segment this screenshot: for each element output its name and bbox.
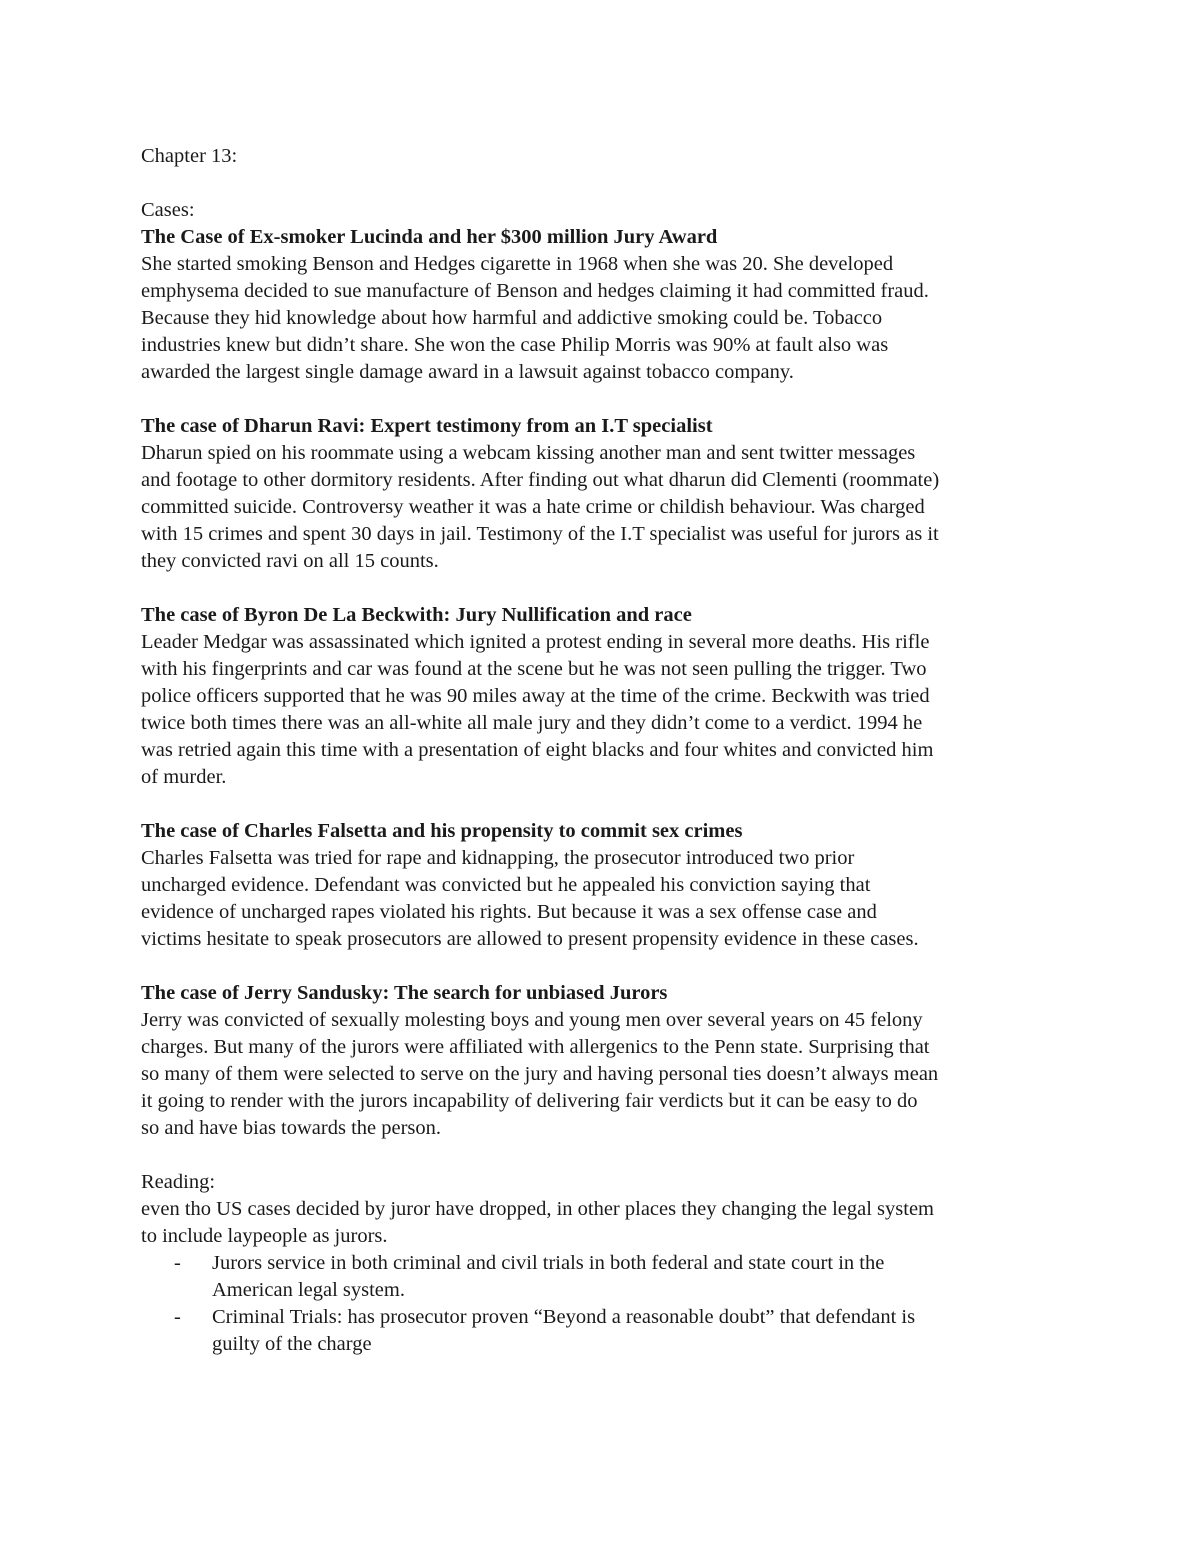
case-body-line: police officers supported that he was 90 miles away at the time of the crime. Beckwith was tried [141,685,930,707]
case-body-line: victims hesitate to speak prosecutors are allowed to present propensity evidence in these cases. [141,928,919,950]
chapter-title: Chapter 13: [141,145,238,167]
case-body-line: twice both times there was an all-white all male jury and they didn’t come to a verdict. 1994 he [141,712,923,734]
reading-intro-line: to include laypeople as jurors. [141,1225,388,1247]
case-body-line: emphysema decided to sue manufacture of Benson and hedges claiming it had committed fraud. [141,280,929,302]
blank-line [141,386,1071,413]
reading-bullet-line: American legal system. [212,1279,405,1301]
case-body [141,251,1071,386]
blank-line [141,170,1071,197]
case-body-line: of murder. [141,766,227,788]
case-body-line: it going to render with the jurors incapability of delivering fair verdicts but it can be easy to do [141,1090,918,1112]
case-body-line: awarded the largest single damage award in a lawsuit against tobacco company. [141,361,794,383]
reading-bullet-line: guilty of the charge [212,1333,372,1355]
case-section [141,818,1071,980]
reading-bullet-item [141,1304,1071,1358]
case-body-line: industries knew but didn’t share. She won the case Philip Morris was 90% at fault also was [141,334,889,356]
case-body-line: Jerry was convicted of sexually molesting boys and young men over several years on 45 felony [141,1009,923,1031]
reading-label: Reading: [141,1171,216,1193]
cases-section [141,224,1071,1169]
cases-label: Cases: [141,199,195,221]
reading-bullet-item [141,1250,1071,1304]
case-body-line: evidence of uncharged rapes violated his rights. But because it was a sex offense case and [141,901,877,923]
case-body-line: charges. But many of the jurors were affiliated with allergenics to the Penn state. Surprising that [141,1036,930,1058]
blank-line [141,953,1071,980]
case-section [141,602,1071,818]
case-body [141,629,1071,791]
reading-bullet-line: Criminal Trials: has prosecutor proven “Beyond a reasonable doubt” that defendant is [212,1306,916,1328]
case-section [141,413,1071,602]
blank-line [141,1142,1071,1169]
case-body-line: and footage to other dormitory residents. After finding out what dharun did Clementi (roommate) [141,469,940,491]
case-body [141,1007,1071,1142]
case-body-line: Dharun spied on his roommate using a webcam kissing another man and sent twitter messages [141,442,916,464]
case-body-line: Leader Medgar was assassinated which ignited a protest ending in several more deaths. His rifle [141,631,930,653]
bullet-dash-marker: - [174,1252,181,1274]
reading-intro-line: even tho US cases decided by juror have dropped, in other places they changing the legal system [141,1198,934,1220]
case-body-line: Because they hid knowledge about how harmful and addictive smoking could be. Tobacco [141,307,883,329]
bullet-dash-marker: - [174,1306,181,1328]
case-body-line: so and have bias towards the person. [141,1117,442,1139]
case-body-line: was retried again this time with a presentation of eight blacks and four whites and convicted him [141,739,934,761]
case-body-line: Charles Falsetta was tried for rape and kidnapping, the prosecutor introduced two prior [141,847,855,869]
case-body-line: with his fingerprints and car was found at the scene but he was not seen pulling the trigger. Two [141,658,927,680]
case-heading: The case of Byron De La Beckwith: Jury Nullification and race [141,604,692,626]
case-heading: The case of Dharun Ravi: Expert testimony from an I.T specialist [141,415,713,437]
reading-bullet-line: Jurors service in both criminal and civil trials in both federal and state court in the [212,1252,885,1274]
case-heading: The case of Charles Falsetta and his propensity to commit sex crimes [141,820,743,842]
case-section [141,224,1071,413]
reading-intro [141,1196,1071,1250]
case-heading: The case of Jerry Sandusky: The search for unbiased Jurors [141,982,668,1004]
case-body [141,440,1071,575]
case-body-line: committed suicide. Controversy weather it was a hate crime or childish behaviour. Was charged [141,496,925,518]
blank-line [141,791,1071,818]
case-body-line: with 15 crimes and spent 30 days in jail. Testimony of the I.T specialist was useful for jurors as it [141,523,939,545]
blank-line [141,575,1071,602]
case-body-line: She started smoking Benson and Hedges cigarette in 1968 when she was 20. She developed [141,253,894,275]
case-heading: The Case of Ex-smoker Lucinda and her $300 million Jury Award [141,226,718,248]
case-body-line: they convicted ravi on all 15 counts. [141,550,439,572]
document-page [141,143,1071,1358]
case-body-line: uncharged evidence. Defendant was convicted but he appealed his conviction saying that [141,874,871,896]
case-body [141,845,1071,953]
case-body-line: so many of them were selected to serve on the jury and having personal ties doesn’t always mean [141,1063,939,1085]
case-section [141,980,1071,1169]
reading-bullet-list [141,1250,1071,1358]
